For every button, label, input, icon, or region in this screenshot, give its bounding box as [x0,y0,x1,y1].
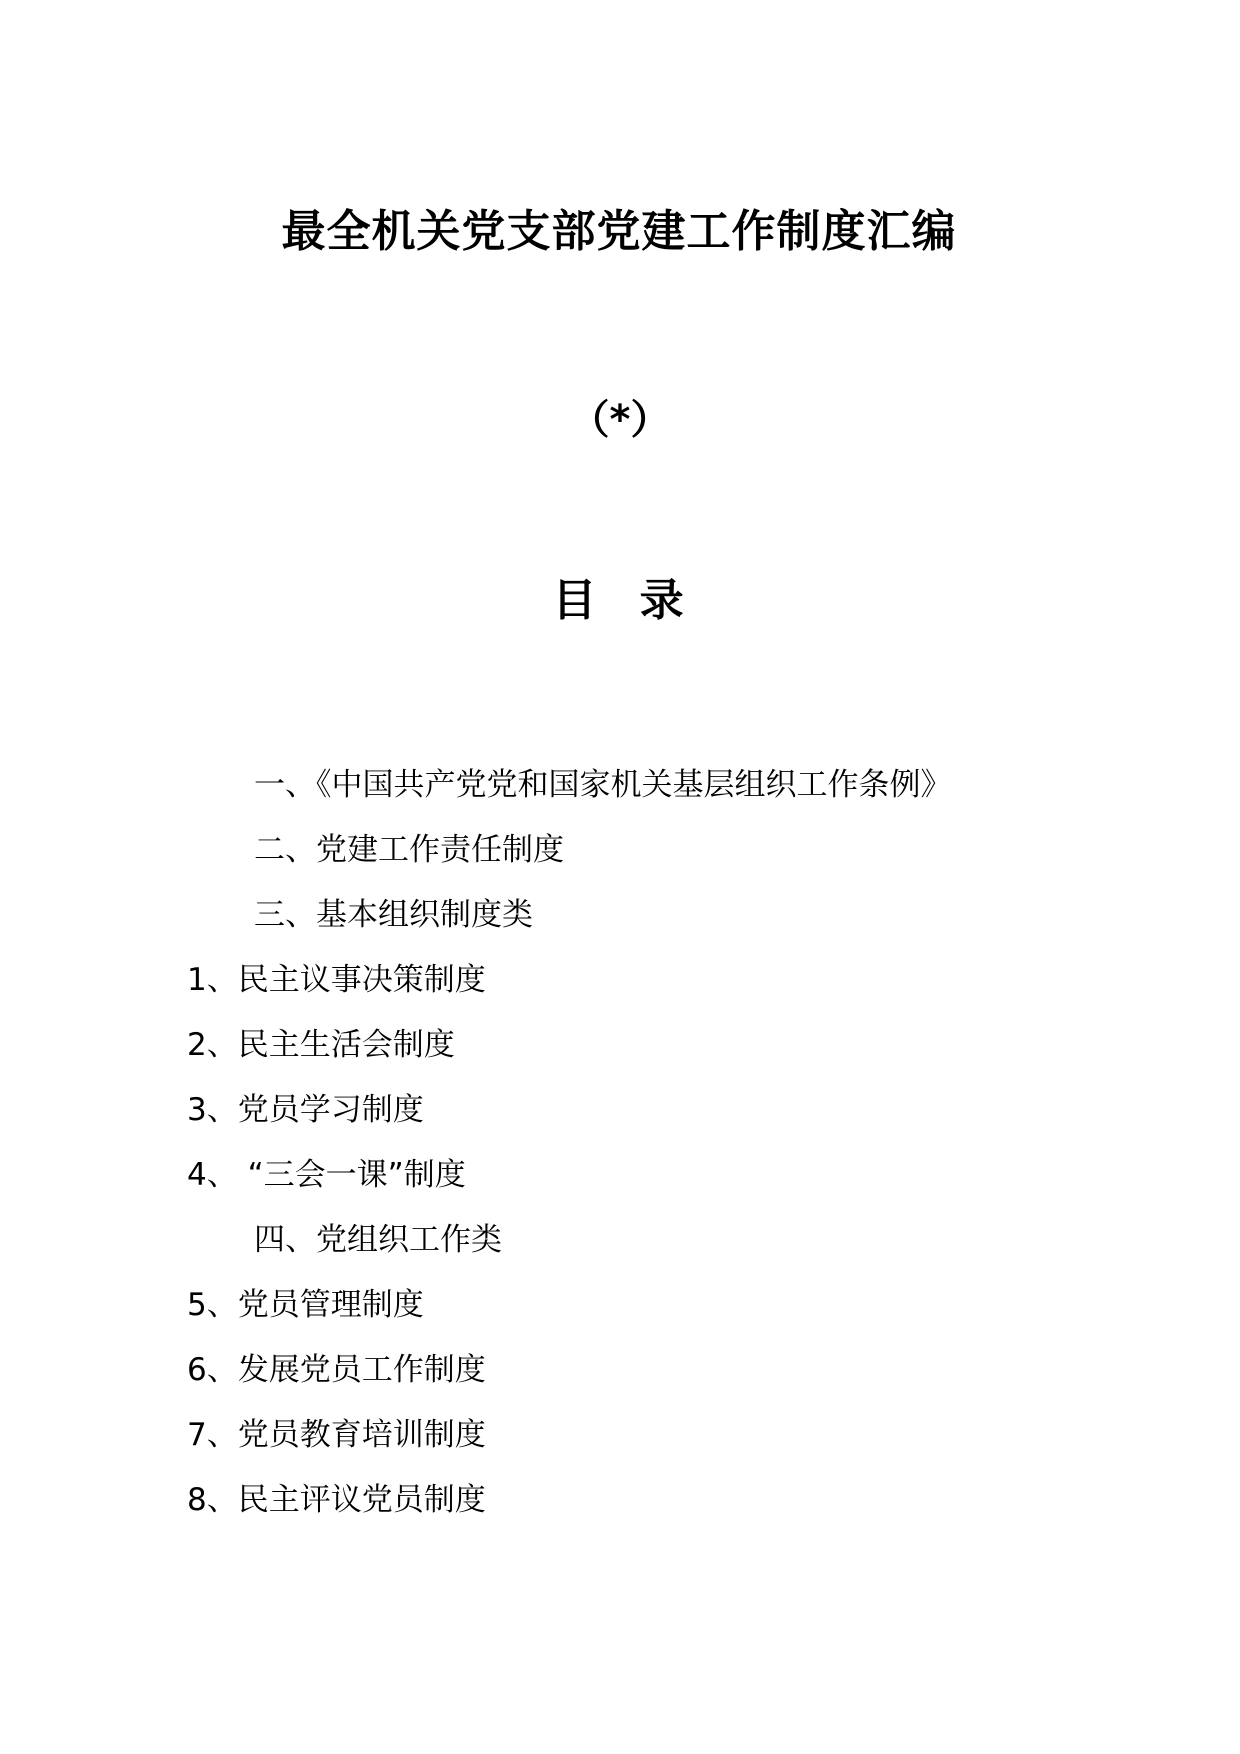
toc-item-3: 3、党员学习制度 [187,1092,424,1128]
toc-item-2: 2、民主生活会制度 [187,1027,455,1063]
document-title: 最全机关党支部党建工作制度汇编 [281,206,957,257]
toc-heading: 目 录 [552,575,698,626]
toc-item-section-2: 二、党建工作责任制度 [254,832,564,868]
toc-item-section-3: 三、基本组织制度类 [254,897,533,933]
toc-item-6: 6、发展党员工作制度 [187,1352,486,1388]
toc-item-1: 1、民主议事决策制度 [187,962,486,998]
toc-item-8: 8、民主评议党员制度 [187,1482,486,1518]
toc-item-4: 4、 “三会一课”制度 [187,1157,466,1193]
document-subtitle: （*） [569,397,671,443]
toc-item-section-1: 一、《中国共产党党和国家机关基层组织工作条例》 [254,767,952,803]
toc-item-5: 5、党员管理制度 [187,1287,424,1323]
toc-item-7: 7、党员教育培训制度 [187,1417,486,1453]
toc-item-section-4: 四、党组织工作类 [254,1222,502,1258]
